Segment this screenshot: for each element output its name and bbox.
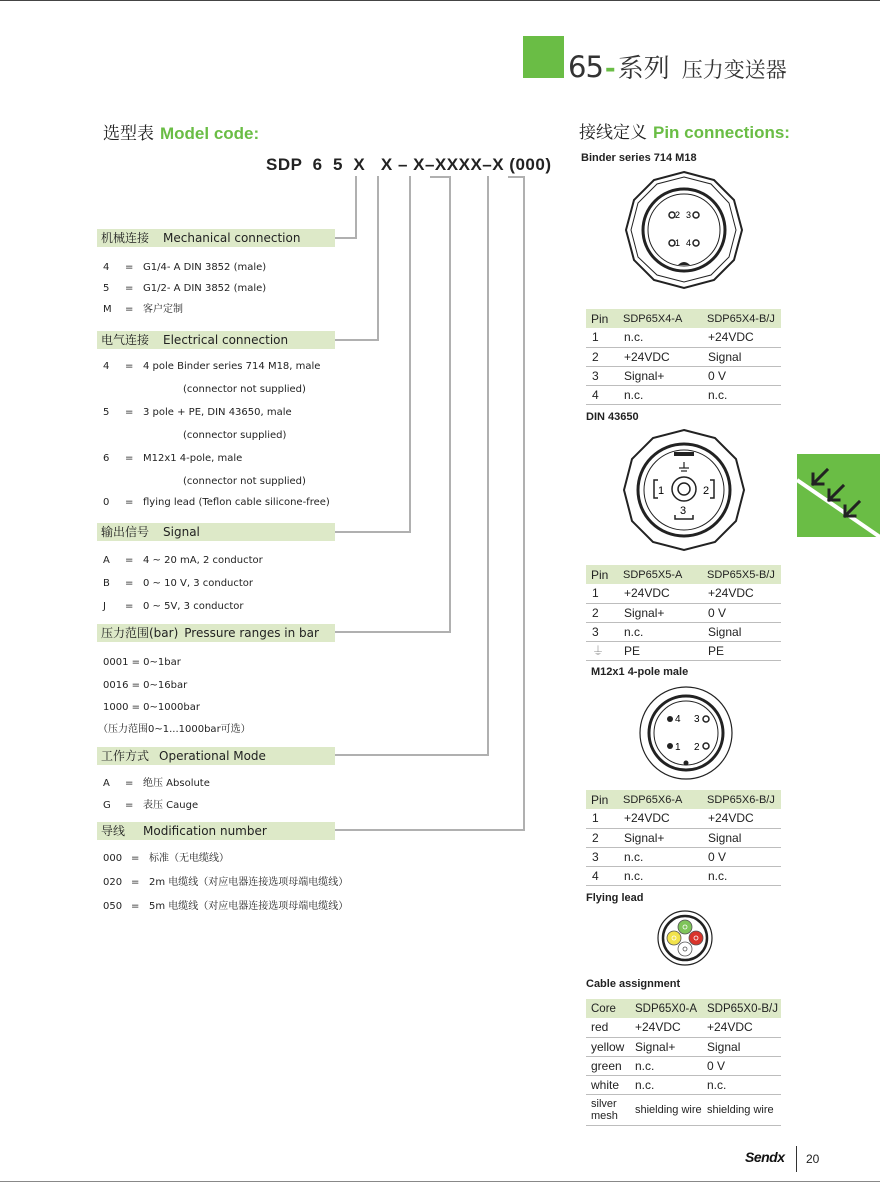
- option-text: 3 pole + PE, DIN 43650, male: [143, 407, 292, 418]
- table-cell: 4: [586, 866, 618, 885]
- option-row: [103, 476, 306, 488]
- m12-pin-table: [586, 790, 781, 886]
- option-key: A: [103, 555, 110, 566]
- table-cell: n.c.: [702, 1075, 781, 1094]
- ground-icon: ⏚: [586, 641, 618, 660]
- table-row: [586, 847, 781, 866]
- table-cell: red: [586, 1018, 630, 1037]
- section-side-tab: [797, 454, 880, 537]
- option-text: flying lead (Teflon cable silicone-free): [143, 497, 330, 508]
- guide-line-mode: [487, 176, 489, 756]
- category-cable: [97, 822, 335, 840]
- option-key: B: [103, 578, 110, 589]
- table-cell: 1: [586, 584, 618, 603]
- option-eq: =: [125, 601, 134, 612]
- table-cell: Signal+: [618, 603, 702, 622]
- option-text: G1/2- A DIN 3852 (male): [143, 283, 267, 294]
- option-row: 0001 = 0~1bar: [103, 657, 181, 668]
- model-code-title-en: Model code:: [160, 124, 260, 143]
- table-cell: n.c.: [702, 866, 781, 885]
- option-eq: =: [125, 407, 134, 418]
- pin-connections-title-en: Pin connections:: [653, 123, 790, 142]
- guide-line-mechanical-h: [335, 237, 357, 239]
- series-header: [568, 48, 787, 85]
- column-header: Pin: [586, 565, 618, 584]
- flying-lead-heading: Flying lead: [586, 892, 644, 904]
- table-row: [586, 1094, 781, 1125]
- option-row: [103, 601, 244, 613]
- option-key: 020: [103, 877, 123, 888]
- table-cell: Signal+: [618, 828, 702, 847]
- option-text: 表压 Cauge: [143, 800, 199, 811]
- table-cell: 3: [586, 847, 618, 866]
- option-text: 4 pole Binder series 714 M18, male: [143, 361, 321, 372]
- table-cell: Signal+: [630, 1037, 702, 1056]
- table-cell: 2: [586, 347, 618, 366]
- column-header: Core: [586, 999, 630, 1018]
- option-row: [103, 497, 330, 509]
- column-header: Pin: [586, 309, 618, 328]
- category-mechanical-en: Mechanical connection: [163, 231, 301, 245]
- option-key: 4: [103, 361, 110, 372]
- option-row: [103, 778, 210, 790]
- category-signal: [97, 523, 335, 541]
- option-row: [103, 555, 263, 567]
- binder-pin-label: 3: [686, 210, 692, 220]
- model-code-title-cn: 选型表: [103, 124, 154, 144]
- option-row: [103, 453, 242, 465]
- guide-line-mode-h: [335, 754, 489, 756]
- binder-pin-table: [586, 309, 781, 405]
- guide-line-electrical-h: [335, 339, 379, 341]
- flying-lead-cable-diagram: [653, 910, 717, 966]
- option-eq: =: [125, 453, 134, 464]
- table-row: [586, 1037, 781, 1056]
- column-header: SDP65X4-A: [618, 309, 702, 328]
- table-row: [586, 385, 781, 404]
- option-eq: =: [125, 361, 134, 372]
- column-header: SDP65X0-A: [630, 999, 702, 1018]
- option-row: [103, 901, 348, 913]
- table-row: [586, 622, 781, 641]
- table-cell: n.c.: [618, 328, 702, 347]
- option-eq: =: [131, 877, 140, 888]
- table-cell: 2: [586, 603, 618, 622]
- category-signal-en: Signal: [163, 525, 200, 539]
- category-signal-cn: 输出信号: [101, 525, 150, 539]
- table-header-row: [586, 790, 781, 809]
- option-row: [103, 407, 292, 419]
- table-cell: silver mesh: [586, 1094, 630, 1125]
- din-connector-diagram: [622, 428, 746, 552]
- table-cell: Signal: [702, 622, 781, 641]
- table-cell: 1: [586, 328, 618, 347]
- binder-heading: Binder series 714 M18: [581, 152, 697, 164]
- guide-line-pressure-h: [335, 631, 451, 633]
- table-cell: n.c.: [618, 866, 702, 885]
- table-cell: +24VDC: [618, 347, 702, 366]
- option-key: 050: [103, 901, 123, 912]
- option-row: [103, 877, 348, 889]
- option-key: 5: [103, 283, 110, 294]
- table-cell: 3: [586, 366, 618, 385]
- category-mechanical-cn: 机械连接: [101, 231, 150, 245]
- m12-pin-label: 1: [675, 742, 681, 753]
- option-text: 0 ~ 10 V, 3 conductor: [143, 578, 254, 589]
- option-text: 客户定制: [143, 304, 183, 315]
- model-code-string: SDP 6 5 X X – X–XXXX–X (000): [266, 155, 552, 174]
- category-cable-cn: 导线: [101, 824, 126, 838]
- category-pressure: [97, 624, 335, 642]
- table-cell: +24VDC: [630, 1018, 702, 1037]
- guide-line-pressure-top: [430, 176, 451, 178]
- table-cell: n.c.: [702, 385, 781, 404]
- table-cell: 0 V: [702, 1056, 781, 1075]
- column-header: SDP65X0-B/J: [702, 999, 781, 1018]
- cable-assignment-table: [586, 999, 781, 1126]
- series-dash: -: [604, 54, 616, 84]
- top-rule: [0, 0, 880, 1]
- option-row: [103, 262, 266, 274]
- m12-pin-label: 3: [694, 714, 700, 725]
- table-cell: shielding wire: [702, 1094, 781, 1125]
- column-header: Pin: [586, 790, 618, 809]
- din-pin-label: 1: [658, 485, 665, 497]
- table-row: [586, 1056, 781, 1075]
- column-header: SDP65X6-B/J: [702, 790, 781, 809]
- page-number: 20: [806, 1152, 820, 1166]
- option-eq: =: [125, 283, 134, 294]
- table-cell: n.c.: [630, 1075, 702, 1094]
- category-cable-en: Modification number: [143, 824, 267, 838]
- table-row: [586, 828, 781, 847]
- option-key: G: [103, 800, 111, 811]
- option-row: [103, 578, 253, 590]
- option-key: J: [103, 601, 106, 612]
- option-eq: =: [125, 304, 134, 315]
- guide-line-electrical: [377, 176, 379, 341]
- option-key: M: [103, 304, 112, 315]
- table-cell: white: [586, 1075, 630, 1094]
- guide-line-cable: [523, 176, 525, 831]
- table-row: [586, 603, 781, 622]
- option-row: [103, 853, 229, 865]
- option-row: [103, 800, 198, 812]
- table-cell: +24VDC: [618, 809, 702, 828]
- guide-line-signal: [409, 176, 411, 533]
- table-cell: Signal: [702, 347, 781, 366]
- din-pin-label: 2: [703, 485, 710, 497]
- table-cell: PE: [618, 641, 702, 660]
- table-cell: 0 V: [702, 366, 781, 385]
- table-cell: +24VDC: [702, 809, 781, 828]
- table-cell: 3: [586, 622, 618, 641]
- table-row: [586, 366, 781, 385]
- table-row: [586, 866, 781, 885]
- table-cell: green: [586, 1056, 630, 1075]
- guide-line-pressure: [449, 176, 451, 633]
- table-cell: +24VDC: [702, 328, 781, 347]
- guide-line-cable-h: [335, 829, 525, 831]
- table-cell: 0 V: [702, 847, 781, 866]
- option-eq: =: [125, 800, 134, 811]
- pin-connections-title-cn: 接线定义: [579, 123, 647, 143]
- option-text: (connector not supplied): [183, 476, 306, 487]
- option-key: 000: [103, 853, 123, 864]
- table-cell: 4: [586, 385, 618, 404]
- m12-heading: M12x1 4-pole male: [591, 666, 689, 678]
- table-cell: shielding wire: [630, 1094, 702, 1125]
- category-pressure-cn: 压力范围(bar): [101, 626, 179, 640]
- header-accent-block: [523, 36, 564, 78]
- guide-line-signal-h: [335, 531, 411, 533]
- footer-separator: [796, 1146, 797, 1172]
- option-text: 绝压 Absolute: [143, 778, 210, 789]
- binder-connector-diagram: [624, 170, 744, 290]
- table-row: [586, 584, 781, 603]
- pin-connections-title: [579, 118, 790, 143]
- binder-pin-label: 1: [675, 238, 681, 248]
- option-text: (connector not supplied): [183, 384, 306, 395]
- option-text: 2m 电缆线（对应电器连接选项母端电缆线）: [149, 877, 349, 888]
- option-row: [103, 304, 183, 316]
- option-row: 0016 = 0~16bar: [103, 680, 188, 691]
- din-pin-table: [586, 565, 781, 661]
- option-row: 1000 = 0~1000bar: [103, 702, 200, 713]
- table-cell: +24VDC: [618, 584, 702, 603]
- table-cell: PE: [702, 641, 781, 660]
- table-cell: n.c.: [630, 1056, 702, 1075]
- table-cell: n.c.: [618, 847, 702, 866]
- option-text: 5m 电缆线（对应电器连接选项母端电缆线）: [149, 901, 349, 912]
- option-eq: =: [125, 497, 134, 508]
- column-header: SDP65X4-B/J: [702, 309, 781, 328]
- table-row: [586, 1075, 781, 1094]
- arrows-down-left-icon: [797, 454, 880, 537]
- table-cell: +24VDC: [702, 584, 781, 603]
- option-key: 5: [103, 407, 110, 418]
- option-text: (connector supplied): [183, 430, 287, 441]
- option-eq: =: [131, 853, 140, 864]
- column-header: SDP65X5-B/J: [702, 565, 781, 584]
- din-pin-label: 3: [680, 505, 687, 517]
- option-eq: =: [125, 778, 134, 789]
- category-electrical-en: Electrical connection: [163, 333, 289, 347]
- m12-pin-label: 2: [694, 742, 700, 753]
- table-row: [586, 641, 781, 660]
- table-row: [586, 347, 781, 366]
- option-text: 4 ~ 20 mA, 2 conductor: [143, 555, 263, 566]
- option-text: G1/4- A DIN 3852 (male): [143, 262, 267, 273]
- option-text: 标准（无电缆线）: [149, 853, 229, 864]
- option-key: A: [103, 778, 110, 789]
- product-name: 压力变送器: [681, 58, 787, 82]
- option-key: 0: [103, 497, 110, 508]
- din-heading: DIN 43650: [586, 411, 639, 423]
- column-header: SDP65X6-A: [618, 790, 702, 809]
- category-mechanical: [97, 229, 335, 247]
- table-row: [586, 328, 781, 347]
- binder-pin-label: 4: [686, 238, 692, 248]
- table-cell: Signal: [702, 828, 781, 847]
- option-eq: =: [125, 578, 134, 589]
- category-electrical-cn: 电气连接: [101, 333, 150, 347]
- option-row: （压力范围0~1...1000bar可选）: [98, 724, 251, 735]
- category-mode-en: Operational Mode: [159, 749, 266, 763]
- table-header-row: [586, 309, 781, 328]
- footer-brand-logo: Sendx: [745, 1149, 785, 1165]
- option-eq: =: [125, 262, 134, 273]
- table-cell: Signal+: [618, 366, 702, 385]
- table-header-row: [586, 999, 781, 1018]
- m12-connector-diagram: [636, 686, 736, 782]
- series-number: 65: [568, 50, 603, 84]
- guide-line-mechanical: [355, 176, 357, 239]
- binder-pin-label: 2: [675, 210, 681, 220]
- bottom-rule: [0, 1181, 880, 1182]
- category-mode: [97, 747, 335, 765]
- model-code-title: [103, 119, 259, 144]
- category-mode-cn: 工作方式: [101, 749, 150, 763]
- category-pressure-en: Pressure ranges in bar: [184, 626, 319, 640]
- option-eq: =: [131, 901, 140, 912]
- m12-pin-label: 4: [675, 714, 681, 725]
- table-cell: 1: [586, 809, 618, 828]
- column-header: SDP65X5-A: [618, 565, 702, 584]
- table-row: [586, 809, 781, 828]
- option-key: 6: [103, 453, 110, 464]
- option-row: [103, 384, 306, 396]
- cable-assignment-heading: Cable assignment: [586, 978, 681, 990]
- series-word: 系列: [617, 54, 670, 84]
- option-text: 0 ~ 5V, 3 conductor: [143, 601, 244, 612]
- table-cell: n.c.: [618, 385, 702, 404]
- option-row: [103, 430, 286, 442]
- table-cell: Signal: [702, 1037, 781, 1056]
- table-cell: 2: [586, 828, 618, 847]
- table-cell: yellow: [586, 1037, 630, 1056]
- option-row: [103, 283, 266, 295]
- option-row: [103, 361, 320, 373]
- table-row: [586, 1018, 781, 1037]
- table-cell: n.c.: [618, 622, 702, 641]
- option-key: 4: [103, 262, 110, 273]
- category-electrical: [97, 331, 335, 349]
- table-header-row: [586, 565, 781, 584]
- table-cell: +24VDC: [702, 1018, 781, 1037]
- option-text: M12x1 4-pole, male: [143, 453, 243, 464]
- table-cell: 0 V: [702, 603, 781, 622]
- option-eq: =: [125, 555, 134, 566]
